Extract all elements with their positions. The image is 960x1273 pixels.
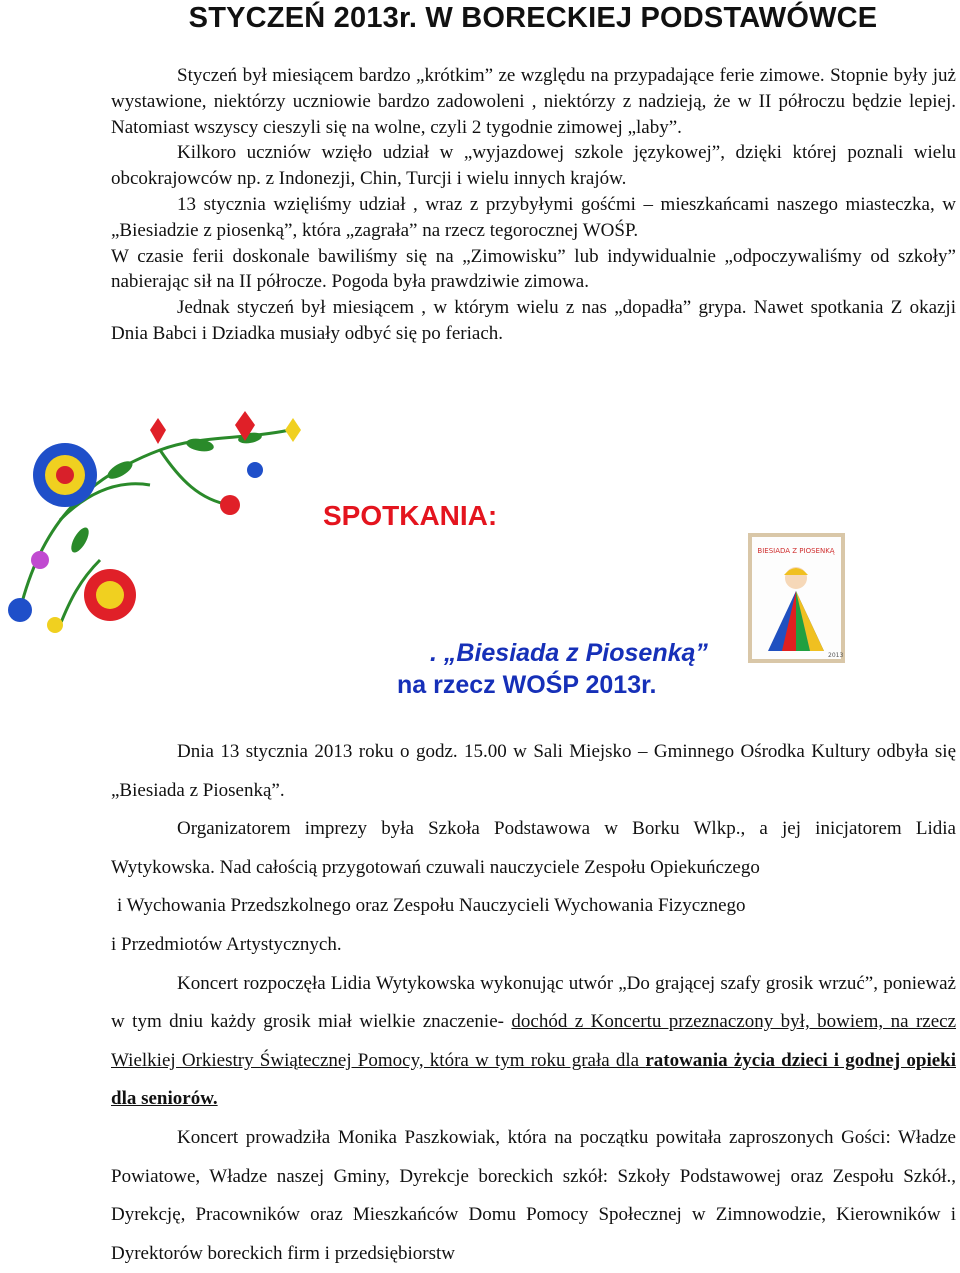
body-paragraph-2: Organizatorem imprezy była Szkoła Podstawowa w Borku Wlkp., a jej inicjatorem Lidia Wytykowska. Nad całością przygotowań czuwali nauczyciele Zespołu Opiekuńczego [111, 818, 956, 878]
intro-paragraph-4: W czasie ferii doskonale bawiliśmy się na „Zimowisku” lub indywidualnie „odpoczywaliśmy od szkoły” nabierając sił na II półrocze. Pogoda była prawdziwie zimowa. [111, 245, 956, 293]
poster-year: 2013 [828, 652, 844, 659]
event-title-line-2: na rzecz WOŚP 2013r. [397, 671, 657, 699]
body-paragraph-3-underlined: dochód z Koncertu przeznaczony był, bowiem, na rzecz Wielkiej Orkiestry Świątecznej Pomocy, która w tym roku grała dla [111, 1011, 957, 1071]
event-report-text [111, 733, 956, 1273]
intro-paragraph-3: 13 stycznia wzięliśmy udział , wraz z przybyłymi gośćmi – mieszkańcami naszego miasteczka, w „Biesiadzie z piosenką”, która „zagrała” na rzecz tegorocznej WOŚP. [111, 193, 956, 241]
body-paragraph-2b: i Wychowania Przedszkolnego oraz Zespołu Nauczycieli Wychowania Fizycznego [117, 895, 746, 917]
intro-paragraph-2: Kilkoro uczniów wzięło udział w „wyjazdowej szkole językowej”, dzięki której poznali wielu obcokrajowców np. z Indonezji, Chin, Turcji i wielu innych krajów. [111, 142, 956, 190]
body-paragraph-3-plain: Koncert rozpoczęła Lidia Wytykowska wykonując utwór „Do grającej szafy grosik wrzuć”, ponieważ w tym dniu każdy grosik miał wielkie znaczenie- [111, 972, 956, 1033]
biesiada-poster-image [748, 533, 845, 663]
body-paragraph-3 [111, 965, 956, 1119]
body-paragraph-4: Koncert prowadziła Monika Paszkowiak, która na początku powitała zaproszonych Gości: Władze Powiatowe, Władze naszej Gminy, Dyrekcje boreckich szkół: Szkoły Podstawowej oraz Zespołu Szkół., Dyrekcję, Pracowników oraz Mieszkańców Domu Pomocy Społecznej w Zimnowodzie, Kierowników i Dyrektorów boreckich firm i przedsiębiorstw [111, 1126, 956, 1264]
event-title-line-1: . „Biesiada z Piosenką” [430, 639, 708, 667]
body-paragraph-3-bold: ratowania życia dzieci i godnej opieki dla seniorów. [111, 1049, 956, 1110]
body-paragraph-2c: i Przedmiotów Artystycznych. [111, 933, 342, 955]
section-heading: SPOTKANIA: [323, 500, 498, 531]
intro-paragraph-5: Jednak styczeń był miesiącem , w którym wielu z nas „dopadła” grypa. Nawet spotkania Z okazji Dnia Babci i Dziadka musiały odbyć się po feriach. [111, 297, 956, 344]
folk-flower-ornament [0, 410, 310, 640]
body-paragraph-1: Dnia 13 stycznia 2013 roku o godz. 15.00 w Sali Miejsko – Gminnego Ośrodka Kultury odbyła się „Biesiada z Piosenką”. [111, 741, 956, 801]
intro-paragraph-1: Styczeń był miesiącem bardzo „krótkim” ze względu na przypadające ferie zimowe. Stopnie były już wystawione, niektórzy uczniowie bardzo zadowoleni , niektórzy z nadzieją, że w II półroczu będzie lepiej. Natomiast wszyscy cieszyli się na wolne, czyli 2 tygodnie zimowej „laby”. [111, 65, 956, 138]
poster-text: BIESIADA Z PIOSENKĄ [757, 547, 835, 555]
intro-text [111, 63, 956, 347]
page-title: STYCZEŃ 2013r. W BORECKIEJ PODSTAWÓWCE [188, 2, 878, 34]
